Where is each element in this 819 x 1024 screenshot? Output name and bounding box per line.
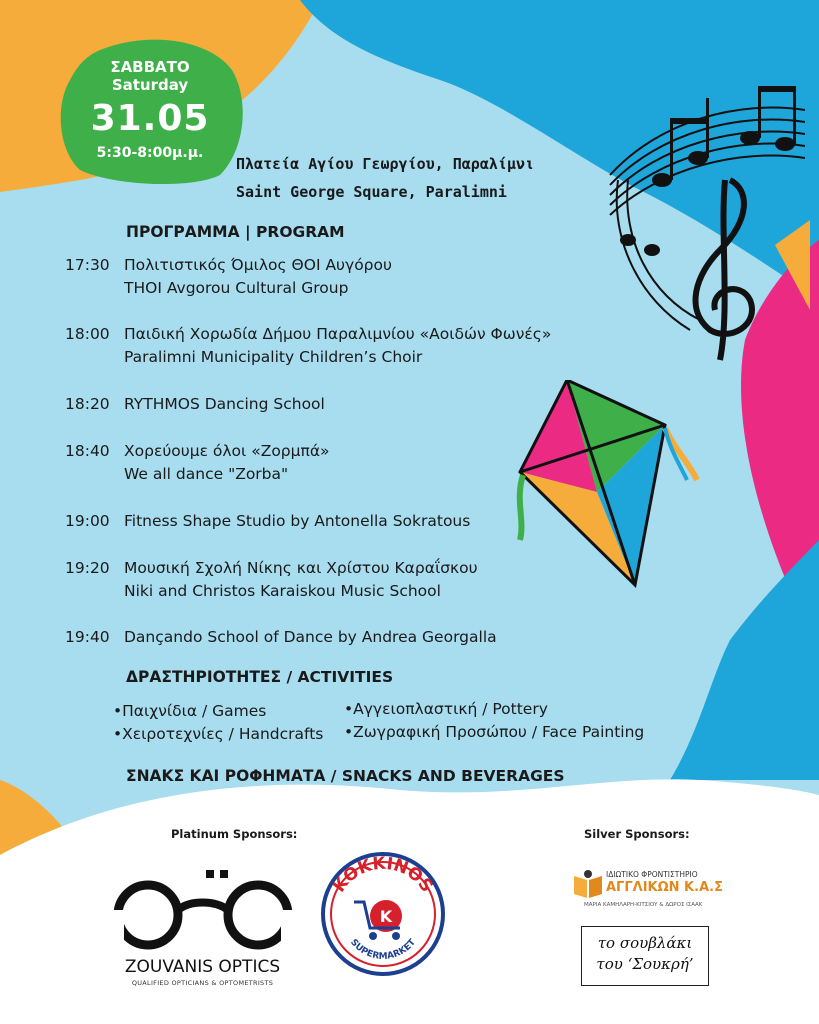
program-time: 19:40 bbox=[65, 628, 110, 646]
program-heading: ΠΡΟΓΡΑΜΜΑ | PROGRAM bbox=[126, 223, 345, 241]
kokkinos-letter: K bbox=[379, 907, 393, 926]
activity-item: •Παιχνίδια / Games bbox=[113, 702, 267, 720]
zouvanis-name: ZOUVANIS OPTICS bbox=[124, 957, 281, 977]
activity-item: •Ζωγραφική Προσώπου / Face Painting bbox=[344, 723, 645, 741]
program-subtitle: Paralimni Municipality Children’s Choir bbox=[124, 348, 423, 366]
program-title: RYTHMOS Dancing School bbox=[124, 395, 325, 413]
activity-item: •Αγγειοπλαστική / Pottery bbox=[344, 700, 548, 718]
program-time: 18:20 bbox=[65, 395, 110, 413]
day-english: Saturday bbox=[111, 76, 189, 94]
platinum-sponsors-label: Platinum Sponsors: bbox=[171, 827, 298, 841]
kokkinos-sub: SUPERMARKET bbox=[348, 937, 418, 962]
zouvanis-glasses-logo bbox=[110, 870, 295, 955]
svg-text:SUPERMARKET bbox=[348, 937, 418, 962]
program-subtitle: Niki and Christos Karaiskou Music School bbox=[124, 582, 441, 600]
program-time: 18:00 bbox=[65, 325, 110, 343]
program-time: 17:30 bbox=[65, 256, 110, 274]
souvlaki-line1: το σουβλάκι bbox=[597, 934, 693, 952]
program-title: Fitness Shape Studio by Antonella Sokratous bbox=[124, 512, 471, 530]
program-subtitle: We all dance "Zorba" bbox=[124, 465, 289, 483]
program-time: 18:40 bbox=[65, 442, 110, 460]
kokkinos-name: KOKKINOS bbox=[329, 853, 437, 897]
program-title: Παιδική Χορωδία Δήμου Παραλιμνίου «Αοιδών Φωνές» bbox=[124, 325, 552, 343]
zouvanis-tagline: QUALIFIED OPTICIANS & OPTOMETRISTS bbox=[131, 979, 274, 987]
activities-heading: ΔΡΑΣΤΗΡΙΟΤΗΤΕΣ / ACTIVITIES bbox=[126, 668, 394, 686]
venue-greek: Πλατεία Αγίου Γεωργίου, Παραλίμνι bbox=[236, 155, 535, 173]
event-time: 5:30-8:00μ.μ. bbox=[96, 145, 204, 161]
svg-text:KOKKINOS bbox=[329, 854, 436, 897]
kokkinos-text-arc bbox=[318, 844, 448, 984]
program-time: 19:20 bbox=[65, 559, 110, 577]
music-notes-icon bbox=[600, 80, 810, 370]
date-badge bbox=[60, 42, 240, 180]
venue-english: Saint George Square, Paralimni bbox=[236, 183, 507, 201]
souvlaki-line2: του ‘Σουκρή’ bbox=[596, 955, 694, 973]
book-icon bbox=[572, 868, 604, 900]
venue bbox=[236, 150, 534, 206]
program-title: Dançando School of Dance by Andrea Georgalla bbox=[124, 628, 497, 646]
kas-main-text: ΑΓΓΛΙΚΩΝ Κ.Α.Σ bbox=[606, 880, 723, 895]
silver-sponsors-label: Silver Sponsors: bbox=[584, 827, 690, 841]
event-date: 31.05 bbox=[90, 98, 210, 139]
kite-icon bbox=[515, 380, 705, 590]
program-title: Μουσική Σχολή Νίκης και Χρίστου Καραΐσκου bbox=[124, 559, 478, 577]
day-greek: ΣΑΒΒΑΤΟ bbox=[110, 58, 190, 76]
program-title: Χορεύουμε όλοι «Ζορμπά» bbox=[124, 442, 330, 460]
program-title: Πολιτιστικός Όμιλος ΘΟΙ Αυγόρου bbox=[124, 256, 392, 274]
kas-sub-text: ΜΑΡΙΑ ΚΑΜΗΛΑΡΗ-ΚΙΤΣΙΟΥ & ΔΩΡΟΣ ΙΣΑΑΚ bbox=[584, 902, 703, 908]
kas-top-text: ΙΔΙΩΤΙΚΟ ΦΡΟΝΤΙΣΤΗΡΙΟ bbox=[606, 870, 698, 879]
program-subtitle: THOI Avgorou Cultural Group bbox=[124, 279, 349, 297]
activity-item: •Χειροτεχνίες / Handcrafts bbox=[113, 725, 324, 743]
snacks-heading: ΣΝΑΚΣ ΚΑΙ ΡΟΦΗΜΑΤΑ / SNACKS AND BEVERAGES bbox=[126, 767, 565, 785]
program-time: 19:00 bbox=[65, 512, 110, 530]
